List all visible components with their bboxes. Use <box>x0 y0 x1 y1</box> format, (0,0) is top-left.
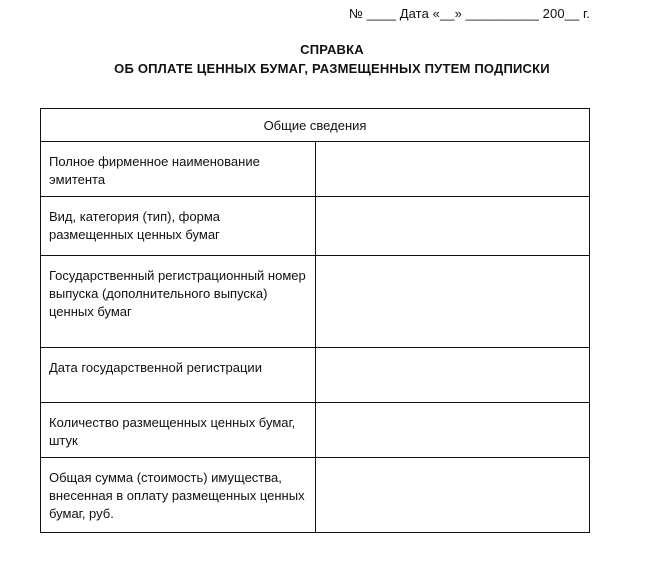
row-label: Количество размещенных ценных бумаг, штук <box>41 403 316 458</box>
table-row-registration-date <box>41 348 590 403</box>
row-label: Дата государственной регистрации <box>41 348 316 403</box>
section-header-general-info: Общие сведения <box>41 109 590 142</box>
issuer-name-field[interactable] <box>315 142 590 197</box>
table-row-issuer-name <box>41 142 590 197</box>
securities-count-field[interactable] <box>315 403 590 458</box>
document-subtitle: ОБ ОПЛАТЕ ЦЕННЫХ БУМАГ, РАЗМЕЩЕННЫХ ПУТЕМ ПОДПИСКИ <box>114 61 550 76</box>
securities-type-field[interactable] <box>315 197 590 256</box>
table-row-securities-type <box>41 197 590 256</box>
total-payment-field[interactable] <box>315 458 590 533</box>
row-label: Вид, категория (тип), форма размещенных ценных бумаг <box>41 197 316 256</box>
table-row-securities-count <box>41 403 590 458</box>
row-label: Полное фирменное наименование эмитента <box>41 142 316 197</box>
document-title: СПРАВКА <box>300 42 364 57</box>
table-row-total-payment <box>41 458 590 533</box>
registration-number-field[interactable] <box>315 256 590 348</box>
row-label: Государственный регистрационный номер выпуска (дополнительного выпуска) ценных бумаг <box>41 256 316 348</box>
registration-date-field[interactable] <box>315 348 590 403</box>
document-number-date-line: № ____ Дата «__» __________ 200__ г. <box>348 6 590 21</box>
table-header-row <box>41 109 590 142</box>
general-info-table <box>40 108 590 533</box>
row-label: Общая сумма (стоимость) имущества, внесенная в оплату размещенных ценных бумаг, руб. <box>41 458 316 533</box>
table-row-registration-number <box>41 256 590 348</box>
